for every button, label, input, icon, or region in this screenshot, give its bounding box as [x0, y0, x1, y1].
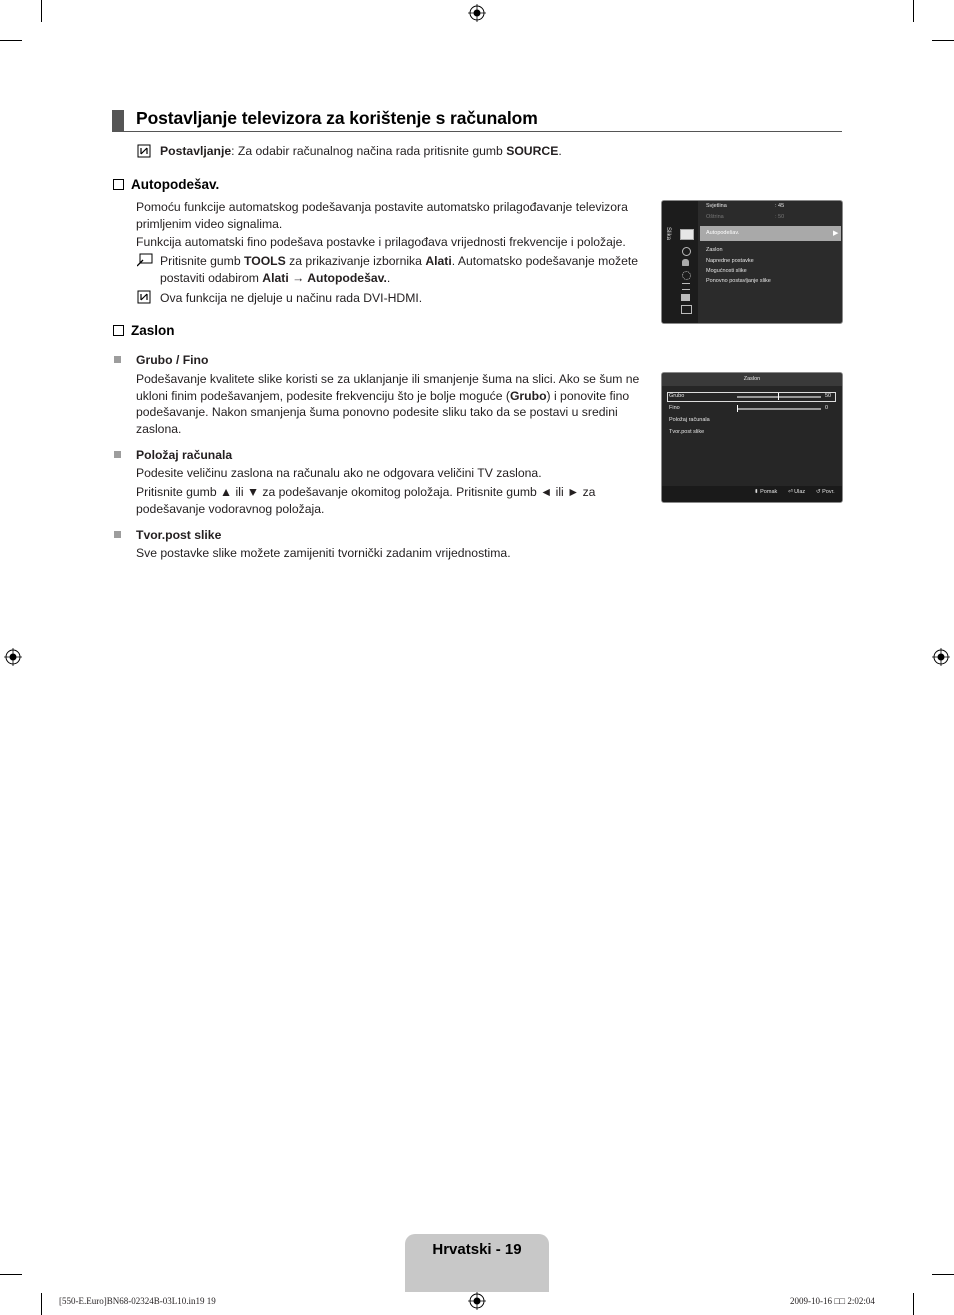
section-zaslon-title: Zaslon: [131, 323, 175, 338]
tv-menu-zaslon: [661, 372, 843, 503]
registration-mark-icon: [468, 4, 486, 22]
tv-menu-row: Svjetlina: [706, 203, 727, 209]
item-grubo-fino-text: [136, 371, 646, 437]
sound-category-icon: [682, 247, 691, 256]
square-bullet-icon: [114, 356, 121, 363]
tools-text-e: . Automatsko podešavanje možete postaviti odabirom: [160, 254, 639, 285]
crop-mark: [0, 1274, 22, 1275]
hint-back: [816, 489, 835, 495]
tools-text-a: Pritisnite gumb: [160, 254, 244, 268]
application-category-icon: [681, 294, 690, 301]
tv-menu-item[interactable]: Zaslon: [706, 247, 723, 253]
grubo-text-c: ) i ponovite fino podešavanje. Nakon smanjenja šuma ponovno podesite sliku tako da se postavi u sredini zaslona.: [136, 388, 630, 436]
tools-text-c: za prikazivanje izbornika: [285, 254, 426, 268]
heading-rule: [112, 131, 842, 132]
item-grubo-fino-title: Grubo / Fino: [136, 353, 209, 367]
note-setup-end: .: [558, 144, 562, 158]
tv-zaslon-grubo-thumb[interactable]: [778, 393, 779, 400]
tv-zaslon-fino-thumb[interactable]: [737, 405, 738, 412]
tools-text-f: Alati → Autopodešav.: [262, 270, 387, 285]
tv-menu-item[interactable]: Napredne postavke: [706, 258, 754, 264]
imprint-left: [550-E.Euro]BN68-02324B-03L10.in19 19: [59, 1296, 216, 1306]
tools-text-d: Alati: [425, 254, 452, 268]
hint-enter-label: Ulaz: [794, 489, 806, 495]
registration-mark-icon: [468, 1292, 486, 1310]
note-icon: [137, 144, 151, 158]
hint-enter: [788, 489, 805, 495]
enter-icon: ⏎: [788, 489, 793, 495]
tv-zaslon-footer: [662, 486, 842, 502]
picture-category-icon: [680, 229, 694, 240]
return-icon: ↺: [816, 489, 821, 495]
tv-zaslon-item[interactable]: Tvor.post slike: [669, 429, 705, 435]
crop-mark: [932, 40, 954, 41]
tv-zaslon-title: Zaslon: [743, 376, 761, 382]
page-number: Hrvatski - 19: [432, 1241, 522, 1258]
arrow-right-icon: ▶: [833, 230, 839, 237]
channel-category-icon: [682, 259, 689, 266]
registration-mark-icon: [932, 648, 950, 666]
auto-tools-note: [160, 253, 640, 286]
section-autopodesav: [113, 177, 219, 192]
tv-zaslon-grubo-label: Grubo: [669, 393, 685, 399]
item-polozaj-p1: Podesite veličinu zaslona na računalu ako ne odgovara veličini TV zaslona.: [136, 466, 542, 480]
setup-category-icon: [682, 271, 691, 280]
item-polozaj-title: Položaj računala: [136, 448, 233, 462]
hint-back-label: Povr.: [822, 489, 835, 495]
item-polozaj-p2: Pritisnite gumb ▲ ili ▼ za podešavanje okomitog položaja. Pritisnite gumb ◄ ili ► za podešavanje vodoravnog položaja.: [136, 485, 596, 516]
tv-zaslon-item[interactable]: Položaj računala: [669, 417, 710, 423]
auto-note2: Ova funkcija ne djeluje u načinu rada DVI-HDMI.: [160, 291, 423, 305]
crop-mark: [41, 0, 42, 22]
tv-menu-row: Oštrina: [706, 214, 724, 220]
square-bullet-icon: [114, 451, 121, 458]
tv-menu-selected-label: Autopodešav.: [706, 230, 740, 236]
tv-zaslon-fino-value: 0: [825, 405, 829, 411]
checkbox-bullet-icon: [113, 179, 124, 190]
grubo-text-a: Podešavanje kvalitete slike koristi se za uklanjanje ili smanjenje šuma na slici. Ako se šum ne ukloni finim podešavanjem, podesite frekvenciju što je bolje moguće (: [136, 372, 640, 403]
crop-mark: [41, 1293, 42, 1315]
tv-menu-row-value: : 45: [775, 203, 785, 209]
page-title: Postavljanje televizora za korištenje s računalom: [136, 108, 538, 128]
crop-mark: [913, 1293, 914, 1315]
tv-menu-row-value: : 50: [775, 214, 785, 220]
note-setup-button: SOURCE: [506, 144, 559, 158]
tv-menu-item[interactable]: Mogućnosti slike: [706, 268, 747, 274]
square-bullet-icon: [114, 531, 121, 538]
hint-move-label: Pomak: [760, 489, 778, 495]
tv-zaslon-grubo-slider[interactable]: [737, 396, 821, 398]
note-setup-bold: Postavljanje: [160, 144, 232, 158]
support-category-icon: [681, 305, 692, 314]
grubo-text-b: Grubo: [509, 388, 547, 403]
input-category-icon: [682, 283, 690, 290]
note-icon: [137, 290, 151, 304]
crop-mark: [913, 0, 914, 22]
item-tvor-title: Tvor.post slike: [136, 528, 222, 542]
hint-move: [754, 489, 777, 495]
note-setup: [160, 143, 562, 160]
tv-zaslon-grubo-value: 50: [825, 393, 832, 399]
auto-p1: Pomoću funkcije automatskog podešavanja postavite automatsko prilagođavanje televizora primljenim video signalima.: [136, 200, 628, 231]
tools-text-g: .: [386, 270, 391, 285]
section-autopodesav-title: Autopodešav.: [131, 177, 220, 192]
section-zaslon: [113, 323, 175, 338]
auto-p2: Funkcija automatski fino podešava postavke i prilagođava vrijednosti frekvencije i položaje.: [136, 235, 626, 249]
move-arrows-icon: ⬍: [754, 489, 759, 495]
tv-zaslon-fino-label: Fino: [669, 405, 680, 411]
imprint-right: 2009-10-16 □□ 2:02:04: [790, 1296, 875, 1306]
tv-menu-side-label: Slika: [665, 227, 671, 241]
tools-text-b: TOOLS: [244, 254, 286, 268]
crop-mark: [932, 1274, 954, 1275]
note-setup-text: : Za odabir računalnog načina rada pritisnite gumb: [231, 144, 507, 158]
tv-zaslon-fino-slider[interactable]: [737, 408, 821, 410]
item-tvor-text: Sve postavke slike možete zamijeniti tvornički zadanim vrijednostima.: [136, 546, 511, 560]
tv-menu-item[interactable]: Ponovno postavljanje slike: [706, 278, 771, 284]
crop-mark: [0, 40, 22, 41]
checkbox-bullet-icon: [113, 325, 124, 336]
heading-bar: [112, 110, 124, 131]
tv-menu-slika: [661, 200, 843, 324]
tools-icon: [137, 253, 153, 267]
tv-menu-sidebar: [662, 201, 698, 323]
registration-mark-icon: [4, 648, 22, 666]
